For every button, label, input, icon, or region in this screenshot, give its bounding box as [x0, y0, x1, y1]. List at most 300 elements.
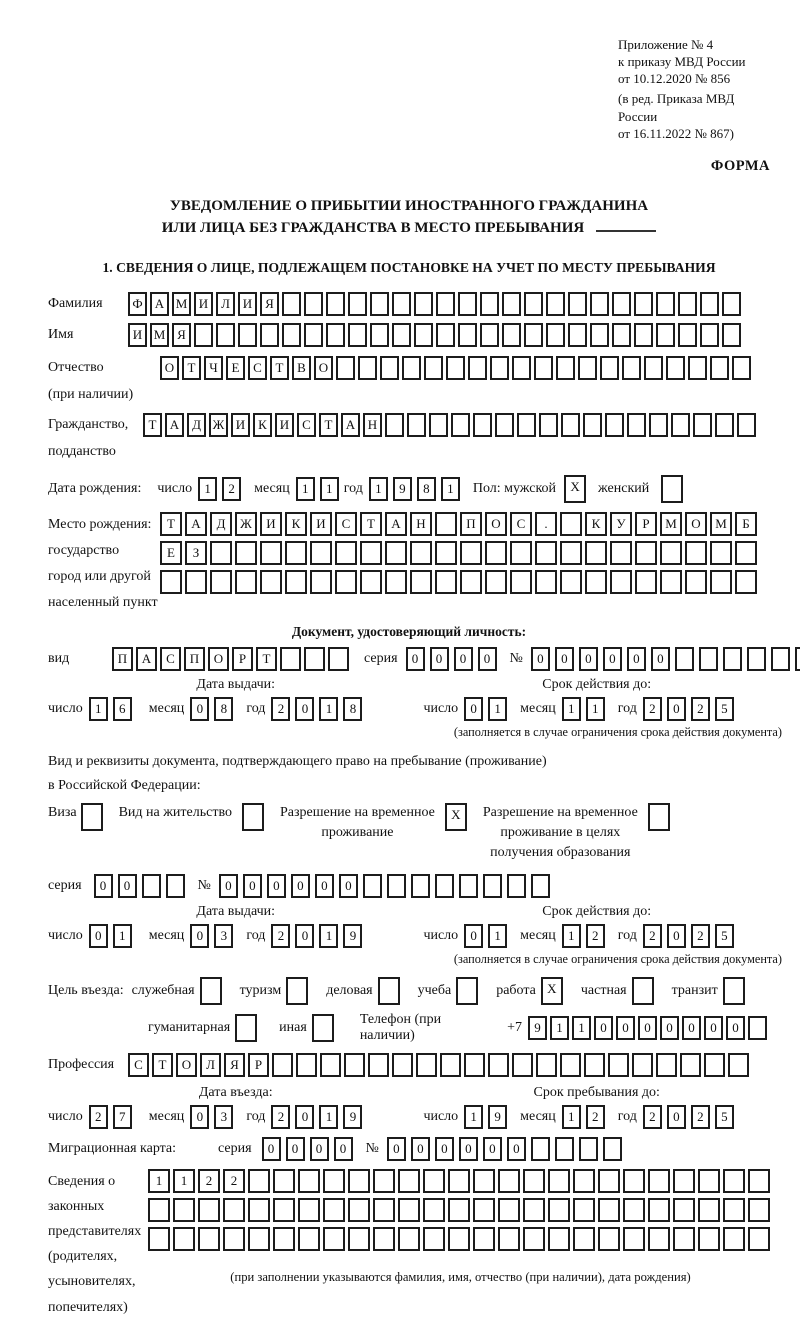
char-box[interactable]: 0 — [667, 697, 686, 721]
char-box[interactable]: А — [341, 413, 360, 437]
char-box[interactable] — [464, 1053, 485, 1077]
char-box[interactable] — [335, 541, 357, 565]
char-box[interactable]: П — [460, 512, 482, 536]
char-box[interactable]: И — [231, 413, 250, 437]
char-box[interactable] — [392, 292, 411, 316]
char-box[interactable]: 2 — [643, 1105, 662, 1129]
char-box[interactable] — [473, 1169, 495, 1193]
char-box[interactable]: 2 — [691, 924, 710, 948]
char-box[interactable] — [710, 570, 732, 594]
char-box[interactable]: 0 — [682, 1016, 701, 1040]
char-box[interactable]: Д — [210, 512, 232, 536]
char-box[interactable] — [498, 1169, 520, 1193]
char-box[interactable]: К — [585, 512, 607, 536]
char-box[interactable] — [282, 323, 301, 347]
char-box[interactable] — [656, 323, 675, 347]
char-box[interactable]: В — [292, 356, 311, 380]
char-box[interactable] — [635, 541, 657, 565]
char-box[interactable] — [512, 1053, 533, 1077]
char-box[interactable] — [385, 541, 407, 565]
char-box[interactable]: 9 — [393, 477, 412, 501]
char-box[interactable] — [402, 356, 421, 380]
char-box[interactable] — [373, 1198, 395, 1222]
char-box[interactable] — [459, 874, 478, 898]
char-box[interactable] — [723, 1227, 745, 1251]
char-box[interactable] — [194, 323, 213, 347]
char-box[interactable]: 2 — [691, 1105, 710, 1129]
char-box[interactable]: О — [160, 356, 179, 380]
char-box[interactable] — [523, 1198, 545, 1222]
char-box[interactable] — [632, 977, 654, 1005]
char-box[interactable] — [693, 413, 712, 437]
char-box[interactable]: 3 — [214, 1105, 233, 1129]
char-box[interactable] — [531, 1137, 550, 1161]
char-box[interactable] — [748, 1016, 767, 1040]
char-box[interactable] — [223, 1227, 245, 1251]
char-box[interactable] — [423, 1227, 445, 1251]
char-box[interactable]: К — [285, 512, 307, 536]
char-box[interactable] — [435, 541, 457, 565]
char-box[interactable] — [280, 647, 301, 671]
char-box[interactable]: . — [535, 512, 557, 536]
char-box[interactable] — [700, 323, 719, 347]
char-box[interactable] — [673, 1227, 695, 1251]
char-box[interactable]: 0 — [435, 1137, 454, 1161]
char-box[interactable]: Ч — [204, 356, 223, 380]
char-box[interactable]: 1 — [572, 1016, 591, 1040]
char-box[interactable]: 0 — [190, 697, 209, 721]
char-box[interactable]: 0 — [531, 647, 550, 671]
char-box[interactable] — [748, 1169, 770, 1193]
char-box[interactable] — [435, 570, 457, 594]
char-box[interactable]: 0 — [726, 1016, 745, 1040]
char-box[interactable]: 5 — [715, 924, 734, 948]
char-box[interactable] — [304, 323, 323, 347]
char-box[interactable]: А — [385, 512, 407, 536]
char-box[interactable] — [248, 1169, 270, 1193]
char-box[interactable] — [480, 323, 499, 347]
char-box[interactable] — [710, 541, 732, 565]
char-box[interactable] — [448, 1198, 470, 1222]
char-box[interactable] — [380, 356, 399, 380]
char-box[interactable] — [556, 356, 575, 380]
char-box[interactable] — [685, 570, 707, 594]
char-box[interactable]: Р — [635, 512, 657, 536]
char-box[interactable]: О — [208, 647, 229, 671]
char-box[interactable]: X — [564, 475, 586, 503]
char-box[interactable] — [423, 1198, 445, 1222]
char-box[interactable]: 0 — [89, 924, 108, 948]
char-box[interactable] — [584, 1053, 605, 1077]
char-box[interactable]: 1 — [319, 697, 338, 721]
char-box[interactable] — [523, 1169, 545, 1193]
char-box[interactable] — [370, 323, 389, 347]
char-box[interactable] — [235, 541, 257, 565]
char-box[interactable]: 3 — [214, 924, 233, 948]
char-box[interactable]: 0 — [555, 647, 574, 671]
char-box[interactable] — [568, 323, 587, 347]
char-box[interactable] — [632, 1053, 653, 1077]
char-box[interactable] — [235, 1014, 257, 1042]
char-box[interactable] — [498, 1198, 520, 1222]
char-box[interactable]: Я — [224, 1053, 245, 1077]
char-box[interactable] — [600, 356, 619, 380]
char-box[interactable] — [498, 1227, 520, 1251]
char-box[interactable]: 2 — [271, 924, 290, 948]
char-box[interactable] — [460, 541, 482, 565]
char-box[interactable] — [323, 1198, 345, 1222]
char-box[interactable] — [260, 541, 282, 565]
char-box[interactable]: 0 — [94, 874, 113, 898]
char-box[interactable]: X — [541, 977, 563, 1005]
char-box[interactable] — [680, 1053, 701, 1077]
char-box[interactable]: И — [128, 323, 147, 347]
char-box[interactable] — [260, 323, 279, 347]
char-box[interactable]: 1 — [320, 477, 339, 501]
char-box[interactable]: 9 — [488, 1105, 507, 1129]
char-box[interactable]: 0 — [483, 1137, 502, 1161]
char-box[interactable] — [512, 356, 531, 380]
char-box[interactable] — [685, 541, 707, 565]
char-box[interactable]: А — [150, 292, 169, 316]
char-box[interactable] — [326, 292, 345, 316]
char-box[interactable] — [579, 1137, 598, 1161]
char-box[interactable]: Ж — [209, 413, 228, 437]
char-box[interactable]: 0 — [464, 924, 483, 948]
char-box[interactable]: 1 — [148, 1169, 170, 1193]
char-box[interactable] — [223, 1198, 245, 1222]
char-box[interactable] — [304, 292, 323, 316]
char-box[interactable]: Р — [232, 647, 253, 671]
char-box[interactable]: 0 — [454, 647, 473, 671]
char-box[interactable] — [363, 874, 382, 898]
char-box[interactable]: Д — [187, 413, 206, 437]
char-box[interactable]: Е — [160, 541, 182, 565]
char-box[interactable] — [583, 413, 602, 437]
char-box[interactable]: А — [185, 512, 207, 536]
char-box[interactable] — [298, 1169, 320, 1193]
char-box[interactable] — [348, 323, 367, 347]
char-box[interactable] — [398, 1198, 420, 1222]
char-box[interactable] — [320, 1053, 341, 1077]
char-box[interactable]: О — [176, 1053, 197, 1077]
char-box[interactable] — [238, 323, 257, 347]
char-box[interactable]: 1 — [89, 697, 108, 721]
char-box[interactable] — [648, 1227, 670, 1251]
char-box[interactable] — [560, 541, 582, 565]
char-box[interactable]: 0 — [118, 874, 137, 898]
char-box[interactable] — [700, 292, 719, 316]
char-box[interactable] — [747, 647, 766, 671]
char-box[interactable] — [732, 356, 751, 380]
char-box[interactable] — [524, 323, 543, 347]
char-box[interactable] — [524, 292, 543, 316]
char-box[interactable] — [598, 1169, 620, 1193]
char-box[interactable] — [546, 323, 565, 347]
char-box[interactable]: 1 — [319, 924, 338, 948]
char-box[interactable]: 8 — [343, 697, 362, 721]
char-box[interactable]: 1 — [562, 924, 581, 948]
char-box[interactable]: П — [112, 647, 133, 671]
char-box[interactable] — [666, 356, 685, 380]
char-box[interactable] — [485, 541, 507, 565]
char-box[interactable] — [573, 1227, 595, 1251]
char-box[interactable] — [710, 356, 729, 380]
char-box[interactable]: 1 — [488, 697, 507, 721]
char-box[interactable] — [148, 1227, 170, 1251]
char-box[interactable] — [385, 413, 404, 437]
char-box[interactable] — [198, 1198, 220, 1222]
char-box[interactable] — [560, 570, 582, 594]
char-box[interactable] — [260, 570, 282, 594]
char-box[interactable]: Т — [160, 512, 182, 536]
char-box[interactable] — [473, 413, 492, 437]
char-box[interactable]: М — [172, 292, 191, 316]
char-box[interactable] — [490, 356, 509, 380]
char-box[interactable] — [344, 1053, 365, 1077]
char-box[interactable] — [166, 874, 185, 898]
char-box[interactable] — [387, 874, 406, 898]
char-box[interactable] — [507, 874, 526, 898]
char-box[interactable] — [411, 874, 430, 898]
char-box[interactable] — [210, 541, 232, 565]
char-box[interactable] — [423, 1169, 445, 1193]
char-box[interactable]: Л — [216, 292, 235, 316]
char-box[interactable] — [148, 1198, 170, 1222]
char-box[interactable] — [360, 570, 382, 594]
char-box[interactable] — [523, 1227, 545, 1251]
char-box[interactable] — [348, 1227, 370, 1251]
char-box[interactable]: С — [297, 413, 316, 437]
char-box[interactable]: П — [184, 647, 205, 671]
char-box[interactable]: У — [610, 512, 632, 536]
char-box[interactable] — [656, 292, 675, 316]
char-box[interactable]: 1 — [198, 477, 217, 501]
char-box[interactable] — [536, 1053, 557, 1077]
char-box[interactable] — [612, 323, 631, 347]
char-box[interactable] — [715, 413, 734, 437]
char-box[interactable]: 1 — [550, 1016, 569, 1040]
char-box[interactable]: 2 — [271, 1105, 290, 1129]
char-box[interactable]: 0 — [616, 1016, 635, 1040]
char-box[interactable] — [407, 413, 426, 437]
char-box[interactable]: 7 — [113, 1105, 132, 1129]
char-box[interactable]: 2 — [643, 924, 662, 948]
char-box[interactable] — [282, 292, 301, 316]
char-box[interactable]: 9 — [528, 1016, 547, 1040]
char-box[interactable]: 0 — [459, 1137, 478, 1161]
char-box[interactable] — [323, 1169, 345, 1193]
char-box[interactable] — [378, 977, 400, 1005]
char-box[interactable] — [446, 356, 465, 380]
char-box[interactable]: 2 — [271, 697, 290, 721]
char-box[interactable] — [460, 570, 482, 594]
char-box[interactable]: Т — [319, 413, 338, 437]
char-box[interactable] — [678, 323, 697, 347]
char-box[interactable]: С — [160, 647, 181, 671]
char-box[interactable] — [673, 1198, 695, 1222]
char-box[interactable] — [336, 356, 355, 380]
char-box[interactable] — [623, 1169, 645, 1193]
char-box[interactable]: И — [310, 512, 332, 536]
char-box[interactable] — [286, 977, 308, 1005]
char-box[interactable] — [410, 541, 432, 565]
char-box[interactable] — [312, 1014, 334, 1042]
char-box[interactable]: 1 — [562, 697, 581, 721]
char-box[interactable] — [436, 323, 455, 347]
char-box[interactable] — [370, 292, 389, 316]
char-box[interactable] — [722, 292, 741, 316]
char-box[interactable] — [678, 292, 697, 316]
char-box[interactable] — [200, 977, 222, 1005]
char-box[interactable]: И — [194, 292, 213, 316]
char-box[interactable] — [517, 413, 536, 437]
char-box[interactable]: 1 — [369, 477, 388, 501]
char-box[interactable] — [688, 356, 707, 380]
char-box[interactable]: 0 — [295, 1105, 314, 1129]
char-box[interactable] — [468, 356, 487, 380]
char-box[interactable] — [735, 541, 757, 565]
char-box[interactable] — [368, 1053, 389, 1077]
char-box[interactable]: 0 — [339, 874, 358, 898]
char-box[interactable]: К — [253, 413, 272, 437]
char-box[interactable] — [160, 570, 182, 594]
char-box[interactable]: Б — [735, 512, 757, 536]
char-box[interactable] — [473, 1198, 495, 1222]
char-box[interactable]: 5 — [715, 1105, 734, 1129]
char-box[interactable]: Н — [410, 512, 432, 536]
char-box[interactable] — [310, 541, 332, 565]
char-box[interactable]: Т — [360, 512, 382, 536]
char-box[interactable]: Ж — [235, 512, 257, 536]
char-box[interactable]: 0 — [603, 647, 622, 671]
char-box[interactable] — [675, 647, 694, 671]
char-box[interactable]: Т — [143, 413, 162, 437]
char-box[interactable] — [173, 1227, 195, 1251]
char-box[interactable]: И — [260, 512, 282, 536]
char-box[interactable] — [410, 570, 432, 594]
char-box[interactable]: 8 — [214, 697, 233, 721]
char-box[interactable] — [704, 1053, 725, 1077]
char-box[interactable]: 0 — [638, 1016, 657, 1040]
char-box[interactable]: 0 — [310, 1137, 329, 1161]
char-box[interactable]: 0 — [651, 647, 670, 671]
char-box[interactable] — [548, 1227, 570, 1251]
char-box[interactable]: 0 — [267, 874, 286, 898]
char-box[interactable]: 0 — [464, 697, 483, 721]
char-box[interactable]: 9 — [343, 924, 362, 948]
char-box[interactable] — [242, 803, 264, 831]
char-box[interactable] — [578, 356, 597, 380]
char-box[interactable] — [723, 1169, 745, 1193]
char-box[interactable] — [348, 292, 367, 316]
char-box[interactable] — [585, 570, 607, 594]
char-box[interactable] — [510, 570, 532, 594]
char-box[interactable] — [348, 1198, 370, 1222]
char-box[interactable] — [585, 541, 607, 565]
char-box[interactable] — [699, 647, 718, 671]
char-box[interactable] — [623, 1227, 645, 1251]
char-box[interactable] — [612, 292, 631, 316]
char-box[interactable] — [458, 323, 477, 347]
char-box[interactable]: 0 — [219, 874, 238, 898]
char-box[interactable] — [328, 647, 349, 671]
char-box[interactable] — [429, 413, 448, 437]
char-box[interactable] — [590, 292, 609, 316]
char-box[interactable] — [485, 570, 507, 594]
char-box[interactable]: 1 — [319, 1105, 338, 1129]
char-box[interactable] — [348, 1169, 370, 1193]
char-box[interactable] — [795, 647, 800, 671]
char-box[interactable]: О — [485, 512, 507, 536]
char-box[interactable]: А — [136, 647, 157, 671]
char-box[interactable] — [360, 541, 382, 565]
char-box[interactable]: 1 — [562, 1105, 581, 1129]
char-box[interactable]: 2 — [586, 1105, 605, 1129]
char-box[interactable]: С — [510, 512, 532, 536]
char-box[interactable] — [748, 1227, 770, 1251]
char-box[interactable]: Т — [256, 647, 277, 671]
char-box[interactable] — [673, 1169, 695, 1193]
char-box[interactable] — [392, 323, 411, 347]
char-box[interactable]: 0 — [291, 874, 310, 898]
char-box[interactable] — [424, 356, 443, 380]
char-box[interactable] — [546, 292, 565, 316]
char-box[interactable] — [608, 1053, 629, 1077]
char-box[interactable] — [698, 1169, 720, 1193]
char-box[interactable] — [623, 1198, 645, 1222]
char-box[interactable] — [622, 356, 641, 380]
char-box[interactable] — [561, 413, 580, 437]
char-box[interactable]: 1 — [464, 1105, 483, 1129]
char-box[interactable]: Т — [182, 356, 201, 380]
char-box[interactable] — [644, 356, 663, 380]
char-box[interactable]: 0 — [667, 924, 686, 948]
char-box[interactable]: Ф — [128, 292, 147, 316]
char-box[interactable] — [414, 292, 433, 316]
char-box[interactable] — [656, 1053, 677, 1077]
char-box[interactable] — [548, 1198, 570, 1222]
char-box[interactable] — [273, 1198, 295, 1222]
char-box[interactable]: 1 — [173, 1169, 195, 1193]
char-box[interactable] — [373, 1169, 395, 1193]
char-box[interactable] — [285, 541, 307, 565]
char-box[interactable] — [416, 1053, 437, 1077]
char-box[interactable] — [81, 803, 103, 831]
char-box[interactable] — [568, 292, 587, 316]
char-box[interactable] — [335, 570, 357, 594]
char-box[interactable] — [535, 541, 557, 565]
char-box[interactable]: С — [128, 1053, 149, 1077]
char-box[interactable] — [723, 1198, 745, 1222]
char-box[interactable] — [573, 1198, 595, 1222]
char-box[interactable] — [539, 413, 558, 437]
char-box[interactable] — [610, 570, 632, 594]
char-box[interactable]: 2 — [223, 1169, 245, 1193]
char-box[interactable] — [495, 413, 514, 437]
char-box[interactable] — [398, 1169, 420, 1193]
char-box[interactable] — [671, 413, 690, 437]
char-box[interactable]: 0 — [243, 874, 262, 898]
char-box[interactable]: 0 — [594, 1016, 613, 1040]
char-box[interactable] — [216, 323, 235, 347]
char-box[interactable] — [248, 1227, 270, 1251]
char-box[interactable]: 1 — [113, 924, 132, 948]
char-box[interactable]: Т — [270, 356, 289, 380]
char-box[interactable]: 1 — [296, 477, 315, 501]
char-box[interactable] — [310, 570, 332, 594]
char-box[interactable]: 5 — [715, 697, 734, 721]
